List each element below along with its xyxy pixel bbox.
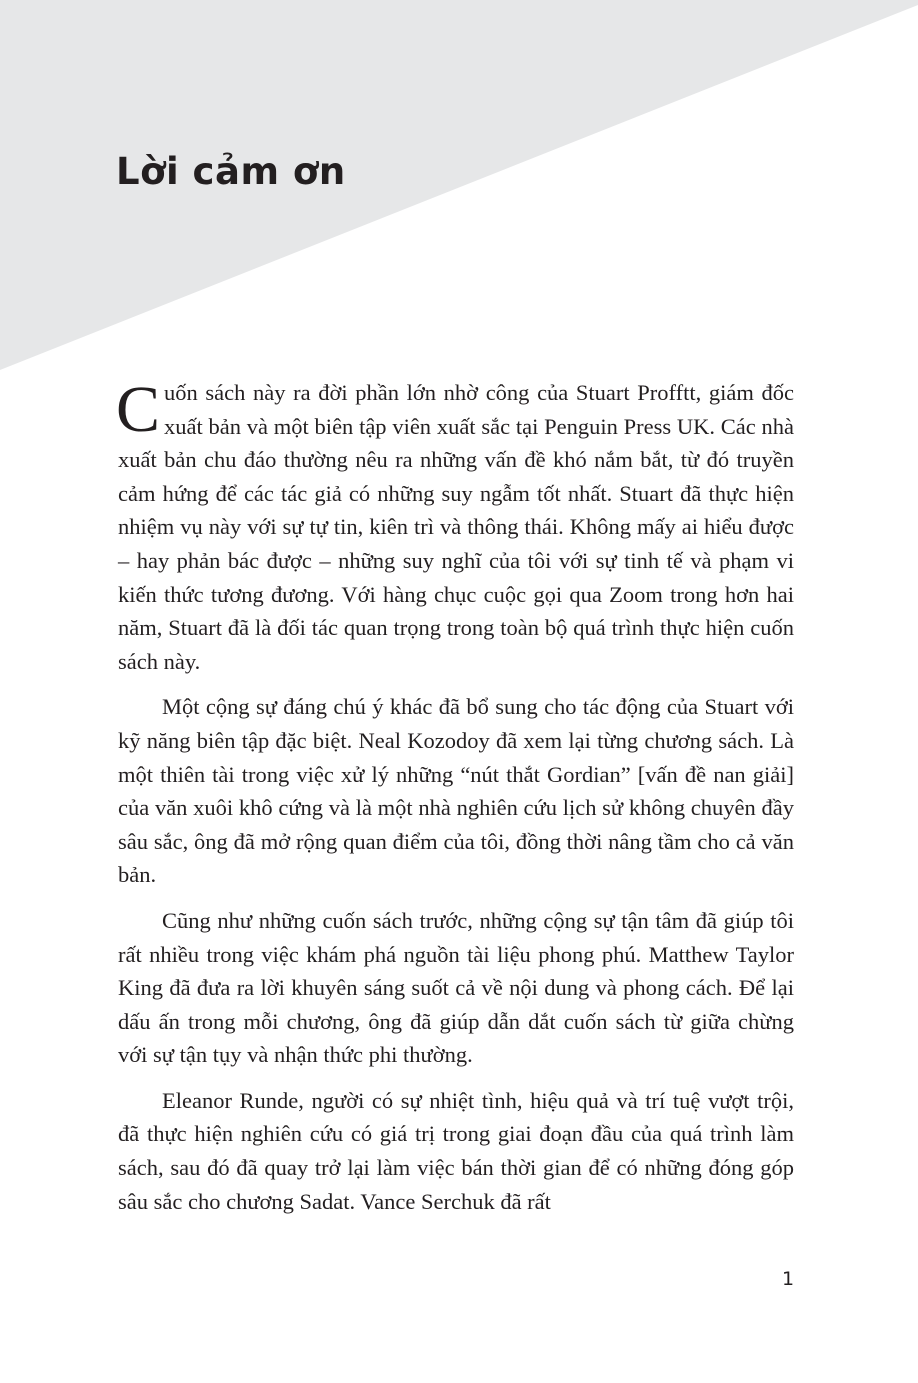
chapter-title: Lời cảm ơn: [116, 150, 346, 193]
paragraph-3: Cũng như những cuốn sách trước, những cộng sự tận tâm đã giúp tôi rất nhiều trong việc khám phá nguồn tài liệu phong phú. Matthew Taylor King đã đưa ra lời khuyên sáng suốt cả về nội dung và phong cách. Để lại dấu ấn trong mỗi chương, ông đã giúp dẫn dắt cuốn sách từ giữa chừng với sự tận tụy và nhận thức phi thường.: [118, 907, 794, 1068]
page-number: 1: [782, 1268, 795, 1290]
paragraph-4: Eleanor Runde, người có sự nhiệt tình, hiệu quả và trí tuệ vượt trội, đã thực hiện nghiên cứu có giá trị trong giai đoạn đầu của quá trình làm sách, sau đó đã quay trở lại làm việc bán thời gian để có những đóng góp sâu sắc cho chương Sadat. Vance Serchuk đã rất: [118, 1087, 794, 1214]
body-text: [116, 373, 794, 1230]
paragraph-1-text: uốn sách này ra đời phần lớn nhờ công của Stuart Profftt, giám đốc xuất bản và một biên tập viên xuất sắc tại Penguin Press UK. Các nhà xuất bản chu đáo thường nêu ra những vấn đề khó nắm bắt, từ đó truyền cảm hứng để các tác giả có những suy ngẫm tốt nhất. Stuart đã thực hiện nhiệm vụ này với sự tự tin, kiên trì và thông thái. Không mấy ai hiểu được – hay phản bác được – những suy nghĩ của tôi với sự tinh tế và phạm vi kiến thức tương đương. Với hàng chục cuộc gọi qua Zoom trong hơn hai năm, Stuart đã là đối tác quan trọng trong toàn bộ quá trình thực hiện cuốn sách này.: [118, 380, 794, 674]
drop-cap: C: [116, 373, 161, 446]
paragraph-2: Một cộng sự đáng chú ý khác đã bổ sung cho tác động của Stuart với kỹ năng biên tập đặc biệt. Neal Kozodoy đã xem lại từng chương sách. Là một thiên tài trong việc xử lý những “nút thắt Gordian” [vấn đề nan giải] của văn xuôi khô cứng và là một nhà nghiên cứu lịch sử không chuyên đầy sâu sắc, ông đã mở rộng quan điểm của tôi, đồng thời nâng tầm cho cả văn bản.: [118, 694, 794, 888]
paragraph-1: [116, 373, 794, 678]
